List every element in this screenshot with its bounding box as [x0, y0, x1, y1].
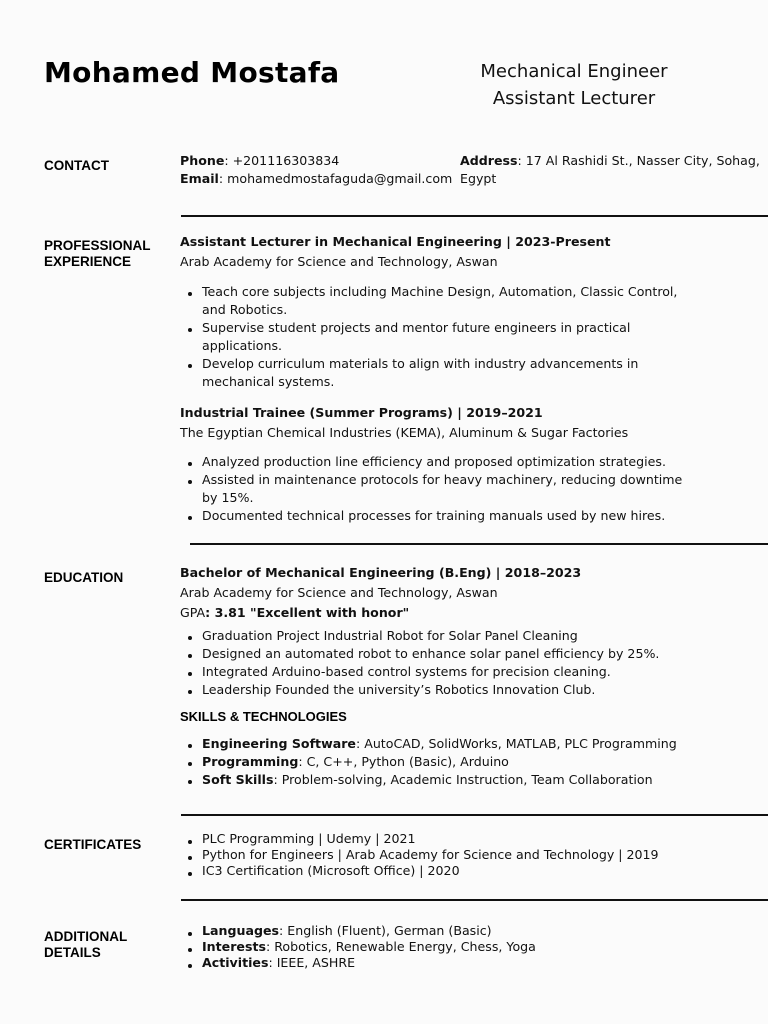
list-item: Documented technical processes for training manuals used by new hires. [180, 507, 700, 525]
candidate-name: Mohamed Mostafa [44, 56, 340, 89]
list-item: Designed an automated robot to enhance solar panel efficiency by 25%. [180, 645, 720, 663]
detail-item [180, 939, 720, 955]
skill-value: : AutoCAD, SolidWorks, MATLAB, PLC Programming [355, 736, 677, 751]
contact-email [180, 170, 452, 188]
list-item: Teach core subjects including Machine Design, Automation, Classic Control, and Robotics. [180, 283, 700, 319]
skill-item [180, 735, 720, 753]
gpa-label: GPA [180, 605, 206, 620]
section-label-education: EDUCATION [44, 570, 124, 585]
list-item: Leadership Founded the university’s Robotics Innovation Club. [180, 681, 720, 699]
certificate-item: PLC Programming | Udemy | 2021 [180, 831, 720, 847]
detail-label: Activities [202, 955, 269, 970]
phone-value: : +201116303834 [224, 153, 340, 168]
skill-value: : Problem-solving, Academic Instruction, Team Collaboration [273, 772, 653, 787]
list-item: Assisted in maintenance protocols for heavy machinery, reducing downtime by 15%. [180, 471, 700, 507]
list-item: Supervise student projects and mentor future engineers in practical applications. [180, 319, 700, 355]
certificate-item: Python for Engineers | Arab Academy for Science and Technology | 2019 [180, 847, 720, 863]
contact-phone [180, 152, 339, 170]
education-bullets [180, 627, 720, 699]
certificates-list [180, 831, 720, 879]
gpa-value: : 3.81 "Excellent with honor" [205, 605, 410, 620]
section-label-contact: CONTACT [44, 158, 109, 173]
section-label-line: PROFESSIONAL [44, 238, 151, 253]
list-item: Develop curriculum materials to align with industry advancements in mechanical systems. [180, 355, 700, 391]
list-item: Analyzed production line efficiency and proposed optimization strategies. [180, 453, 700, 471]
job-bullets-1 [180, 283, 700, 391]
skill-label: Engineering Software [202, 736, 356, 751]
contact-address-line2: Egypt [460, 171, 497, 186]
divider [181, 814, 768, 816]
detail-label: Languages [202, 923, 280, 938]
divider [181, 899, 768, 901]
school-name: Arab Academy for Science and Technology, Aswan [180, 585, 498, 600]
additional-list [180, 923, 720, 971]
detail-item [180, 923, 720, 939]
job-title-secondary: Assistant Lecturer [492, 88, 656, 109]
job-title-2: Industrial Trainee (Summer Programs) | 2019–2021 [180, 405, 543, 420]
skills-list [180, 735, 720, 789]
certificate-item: IC3 Certification (Microsoft Office) | 2020 [180, 863, 720, 879]
section-label-additional [44, 929, 174, 961]
divider [190, 543, 768, 545]
section-label-line: DETAILS [44, 945, 101, 960]
gpa [180, 604, 409, 622]
skill-label: Programming [202, 754, 299, 769]
degree-title: Bachelor of Mechanical Engineering (B.Eng) | 2018–2023 [180, 565, 582, 580]
job-org-1: Arab Academy for Science and Technology, Aswan [180, 254, 498, 269]
section-label-experience [44, 238, 174, 270]
address-label: Address [460, 153, 518, 168]
section-label-line: EXPERIENCE [44, 254, 132, 269]
job-bullets-2 [180, 453, 700, 525]
skill-value: : C, C++, Python (Basic), Arduino [298, 754, 509, 769]
job-title-1: Assistant Lecturer in Mechanical Engineering | 2023-Present [180, 234, 611, 249]
skills-heading: SKILLS & TECHNOLOGIES [180, 709, 347, 724]
job-org-2: The Egyptian Chemical Industries (KEMA), Aluminum & Sugar Factories [180, 425, 629, 440]
detail-value: : Robotics, Renewable Energy, Chess, Yoga [265, 939, 536, 954]
contact-address [460, 152, 760, 170]
skill-item [180, 771, 720, 789]
section-label-line: ADDITIONAL [44, 929, 128, 944]
address-value: : 17 Al Rashidi St., Nasser City, Sohag, [517, 153, 760, 168]
detail-value: : English (Fluent), German (Basic) [279, 923, 492, 938]
phone-label: Phone [180, 153, 225, 168]
section-label-certificates: CERTIFICATES [44, 837, 142, 852]
email-label: Email [180, 171, 219, 186]
skill-item [180, 753, 720, 771]
job-title: Mechanical Engineer [480, 61, 668, 82]
divider [181, 215, 768, 217]
list-item: Integrated Arduino-based control systems for precision cleaning. [180, 663, 720, 681]
skill-label: Soft Skills [202, 772, 274, 787]
detail-item [180, 955, 720, 971]
detail-label: Interests [202, 939, 266, 954]
list-item: Graduation Project Industrial Robot for Solar Panel Cleaning [180, 627, 720, 645]
detail-value: : IEEE, ASHRE [268, 955, 356, 970]
email-value: : mohamedmostafaguda@gmail.com [218, 171, 453, 186]
